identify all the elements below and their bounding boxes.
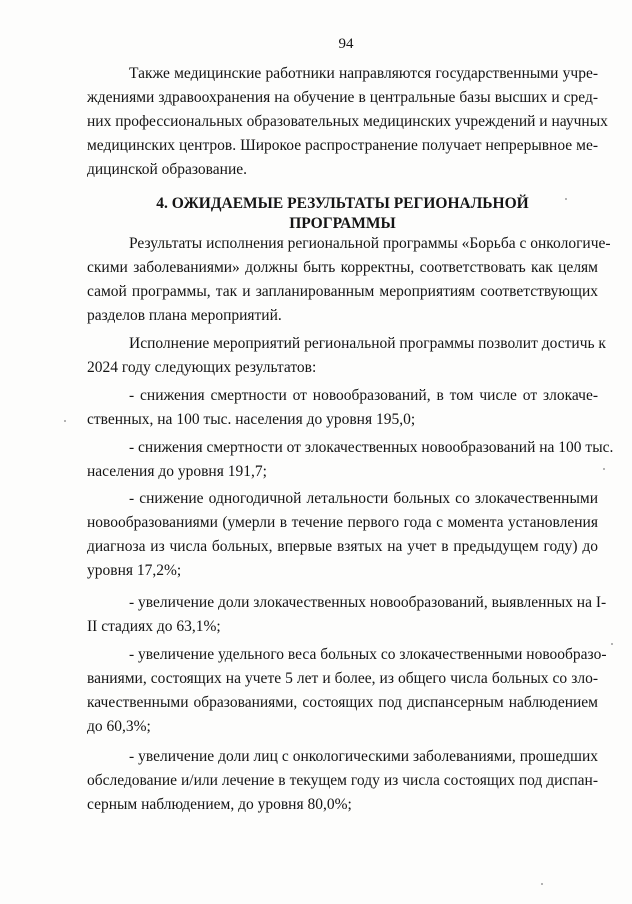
scan-speck bbox=[611, 643, 613, 645]
scan-speck bbox=[565, 198, 567, 200]
text-line: - увеличение доли лиц с онкологическими заболеваниями, прошедших bbox=[129, 748, 598, 765]
text-line: Исполнение мероприятий региональной программы позволит достичь к bbox=[129, 335, 606, 352]
text-line: самой программы, так и запланированным мероприятиям соответствующих bbox=[87, 283, 598, 300]
page-number: 94 bbox=[338, 36, 354, 52]
intro-paragraph bbox=[87, 62, 608, 182]
text-line: - увеличение доли злокачественных новообразований, выявленных на I- bbox=[129, 594, 607, 611]
results-list-item bbox=[87, 487, 598, 583]
scan-speck bbox=[541, 883, 543, 885]
text-line: - снижения смертности от новообразований, в том числе от злокаче- bbox=[129, 387, 598, 404]
text-line: обследование и/или лечение в текущем году из числа состоящих под диспан- bbox=[87, 772, 598, 789]
text-line: медицинских центров. Широкое распространение получает непрерывное ме- bbox=[87, 137, 598, 154]
text-line: Также медицинские работники направляются государственными учре- bbox=[129, 65, 598, 82]
text-line: II стадиях до 63,1%; bbox=[87, 618, 221, 635]
results-list-item bbox=[87, 436, 614, 484]
results-list-item bbox=[87, 591, 607, 639]
text-line: Результаты исполнения региональной программы «Борьба с онкологиче- bbox=[129, 235, 611, 252]
text-line: уровня 17,2%; bbox=[87, 562, 182, 579]
text-line: диагноза из числа больных, впервые взятых на учет в предыдущем году) до bbox=[87, 538, 598, 555]
text-line: - снижение одногодичной летальности больных со злокачественными bbox=[129, 490, 598, 507]
text-line: скими заболеваниями» должны быть корректны, соответствовать как целям bbox=[87, 259, 598, 276]
text-line: - увеличение удельного веса больных со злокачественными новообразо- bbox=[129, 646, 607, 663]
text-line: населения до уровня 191,7; bbox=[87, 463, 267, 480]
section-heading bbox=[87, 194, 598, 234]
text-line: - снижения смертности от злокачественных новообразований на 100 тыс. bbox=[129, 439, 614, 456]
section-heading-line: ПРОГРАММЫ bbox=[289, 215, 396, 232]
text-line: качественными образованиями, состоящих под диспансерным наблюдением bbox=[87, 694, 598, 711]
text-line: них профессиональных образовательных медицинских учреждений и научных bbox=[87, 113, 608, 130]
text-line: ственных, на 100 тыс. населения до уровня 195,0; bbox=[87, 411, 416, 428]
text-line: новообразованиями (умерли в течение первого года с момента установления bbox=[87, 514, 598, 531]
scan-speck bbox=[603, 468, 605, 470]
section-heading-line: 4. ОЖИДАЕМЫЕ РЕЗУЛЬТАТЫ РЕГИОНАЛЬНОЙ bbox=[156, 195, 529, 212]
text-line: серным наблюдением, до уровня 80,0%; bbox=[87, 796, 352, 813]
results-list-item bbox=[87, 745, 598, 817]
execution-paragraph bbox=[87, 332, 606, 380]
results-paragraph bbox=[87, 232, 611, 328]
scan-speck bbox=[64, 420, 66, 422]
text-line: ваниями, состоящих на учете 5 лет и более, из общего числа больных со зло- bbox=[87, 670, 598, 687]
text-line: до 60,3%; bbox=[87, 718, 151, 735]
results-list-item bbox=[87, 384, 598, 432]
results-list-item bbox=[87, 643, 607, 739]
text-line: дицинской образование. bbox=[87, 161, 247, 178]
text-line: 2024 году следующих результатов: bbox=[87, 359, 317, 376]
text-line: ждениями здравоохранения на обучение в центральные базы высших и сред- bbox=[87, 89, 598, 106]
text-line: разделов плана мероприятий. bbox=[87, 307, 282, 324]
